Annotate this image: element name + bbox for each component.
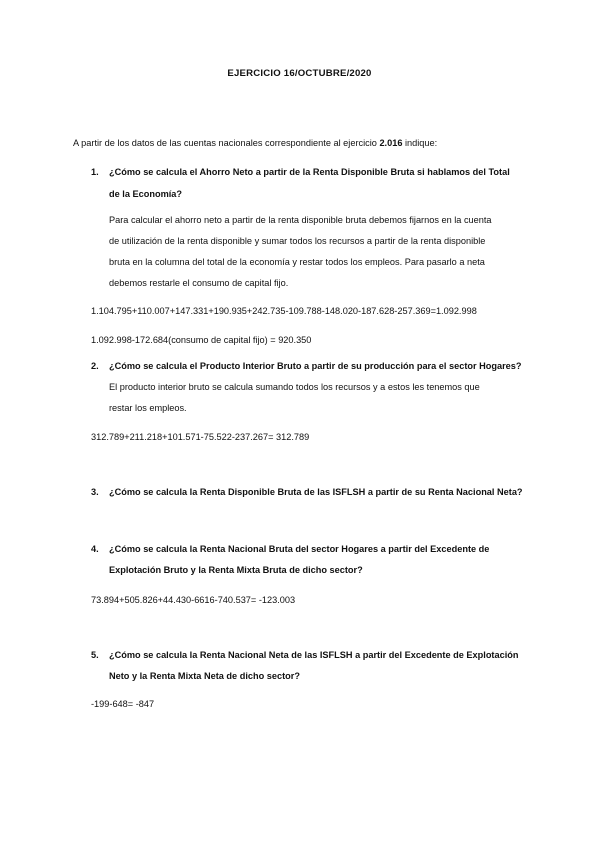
answer-1-line-2: de utilización de la renta disponible y sumar todos los recursos a partir de la renta disponible xyxy=(109,236,486,246)
question-2-number: 2. xyxy=(91,361,99,371)
intro-year: 2.016 xyxy=(379,138,403,148)
question-1-line-1: ¿Cómo se calcula el Ahorro Neto a partir de la Renta Disponible Bruta si hablamos del Total xyxy=(109,167,510,177)
answer-1-line-4: debemos restarle el consumo de capital fijo. xyxy=(109,278,289,288)
question-3-line-1: ¿Cómo se calcula la Renta Disponible Bruta de las ISFLSH a partir de su Renta Nacional Neta? xyxy=(109,487,523,497)
calculation-2: 312.789+211.218+101.571-75.522-237.267= 312.789 xyxy=(91,432,310,442)
question-4-number: 4. xyxy=(91,544,99,554)
calculation-4: 73.894+505.826+44.430-6616-740.537= -123.003 xyxy=(91,595,296,605)
calculation-1-a: 1.104.795+110.007+147.331+190.935+242.735-109.788-148.020-187.628-257.369=1.092.998 xyxy=(91,306,477,316)
question-4-line-2: Explotación Bruto y la Renta Mixta Bruta de dicho sector? xyxy=(109,565,363,575)
answer-2-line-1: El producto interior bruto se calcula sumando todos los recursos y a estos les tenemos que xyxy=(109,382,480,392)
document-title: EJERCICIO 16/OCTUBRE/2020 xyxy=(227,68,372,79)
answer-1-line-1: Para calcular el ahorro neto a partir de la renta disponible bruta debemos fijarnos en la cuenta xyxy=(109,215,492,225)
question-4-line-1: ¿Cómo se calcula la Renta Nacional Bruta del sector Hogares a partir del Excedente de xyxy=(109,544,490,554)
answer-1-line-3: bruta en la columna del total de la economía y restar todos los empleos. Para pasarlo a neta xyxy=(109,257,485,267)
calculation-5: -199-648= -847 xyxy=(91,699,155,709)
question-5-line-1: ¿Cómo se calcula la Renta Nacional Neta de las ISFLSH a partir del Excedente de Explotación xyxy=(109,650,519,660)
question-1-number: 1. xyxy=(91,167,99,177)
question-2-line-1: ¿Cómo se calcula el Producto Interior Bruto a partir de su producción para el sector Hogares? xyxy=(109,361,522,371)
question-5-number: 5. xyxy=(91,650,99,660)
calculation-1-b: 1.092.998-172.684(consumo de capital fijo) = 920.350 xyxy=(91,335,312,345)
question-5-line-2: Neto y la Renta Mixta Neta de dicho sector? xyxy=(109,671,300,681)
question-3-number: 3. xyxy=(91,487,99,497)
intro-paragraph xyxy=(73,138,437,148)
intro-suffix: indique: xyxy=(402,138,438,148)
answer-2-line-2: restar los empleos. xyxy=(109,403,187,413)
question-1-line-2: de la Economía? xyxy=(109,189,183,199)
intro-prefix: A partir de los datos de las cuentas nacionales correspondiente al ejercicio xyxy=(73,138,380,148)
